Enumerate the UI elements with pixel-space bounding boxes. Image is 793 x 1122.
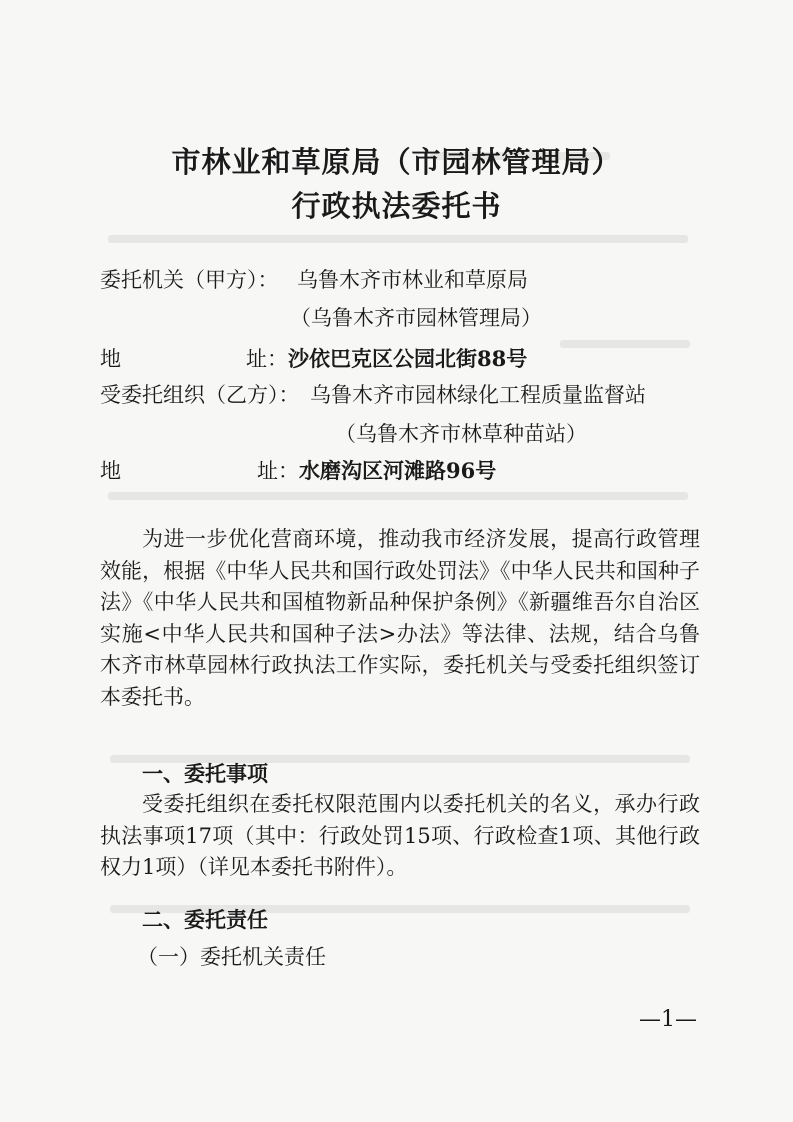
section2-heading: 二、委托责任 (142, 907, 268, 932)
bleed-through-mark (560, 340, 690, 348)
document-title-line1: 市林业和草原局（市园林管理局） (171, 145, 622, 179)
party-a-name: 乌鲁木齐市林业和草原局 (297, 268, 528, 292)
document-title-line2: 行政执法委托书 (291, 189, 502, 223)
bleed-through-mark (108, 235, 688, 243)
address-label-char1: 地 (100, 459, 121, 483)
party-a-alt-name: （乌鲁木齐市园林管理局） (290, 306, 542, 330)
party-a-address: 沙依巴克区公园北街88号 (288, 346, 528, 371)
party-b-label: 受委托组织（乙方）： (100, 383, 300, 407)
address-label-char2: 址： (246, 347, 288, 371)
address-label-char1: 地 (100, 347, 121, 371)
section2-subheading: （一）委托机关责任 (137, 945, 326, 969)
party-b-address: 水磨沟区河滩路96号 (299, 458, 497, 483)
party-b-name: 乌鲁木齐市园林绿化工程质量监督站 (310, 383, 646, 407)
page-number: —1— (639, 1007, 697, 1032)
party-b-alt-name: （乌鲁木齐市林草种苗站） (335, 422, 587, 446)
section1-paragraph: 受委托组织在委托权限范围内以委托机关的名义，承办行政执法事项17项（其中：行政处罚15项、行政检查1项、其他行政权力1项）（详见本委托书附件）。 (100, 792, 700, 879)
bleed-through-mark (108, 492, 688, 500)
section1-heading: 一、委托事项 (142, 761, 268, 786)
address-label-char2: 址： (257, 459, 299, 483)
party-a-label: 委托机关（甲方）： (100, 268, 279, 292)
intro-paragraph: 为进一步优化营商环境，推动我市经济发展，提高行政管理效能，根据《中华人民共和国行政处罚法》《中华人民共和国种子法》《中华人民共和国植物新品种保护条例》《新疆维吾尔自治区实施<中华人民共和国种子法>办法》等法律、法规，结合乌鲁木齐市林草园林行政执法工作实际，委托机关与受委托组织签订本委托书。 (100, 527, 700, 709)
